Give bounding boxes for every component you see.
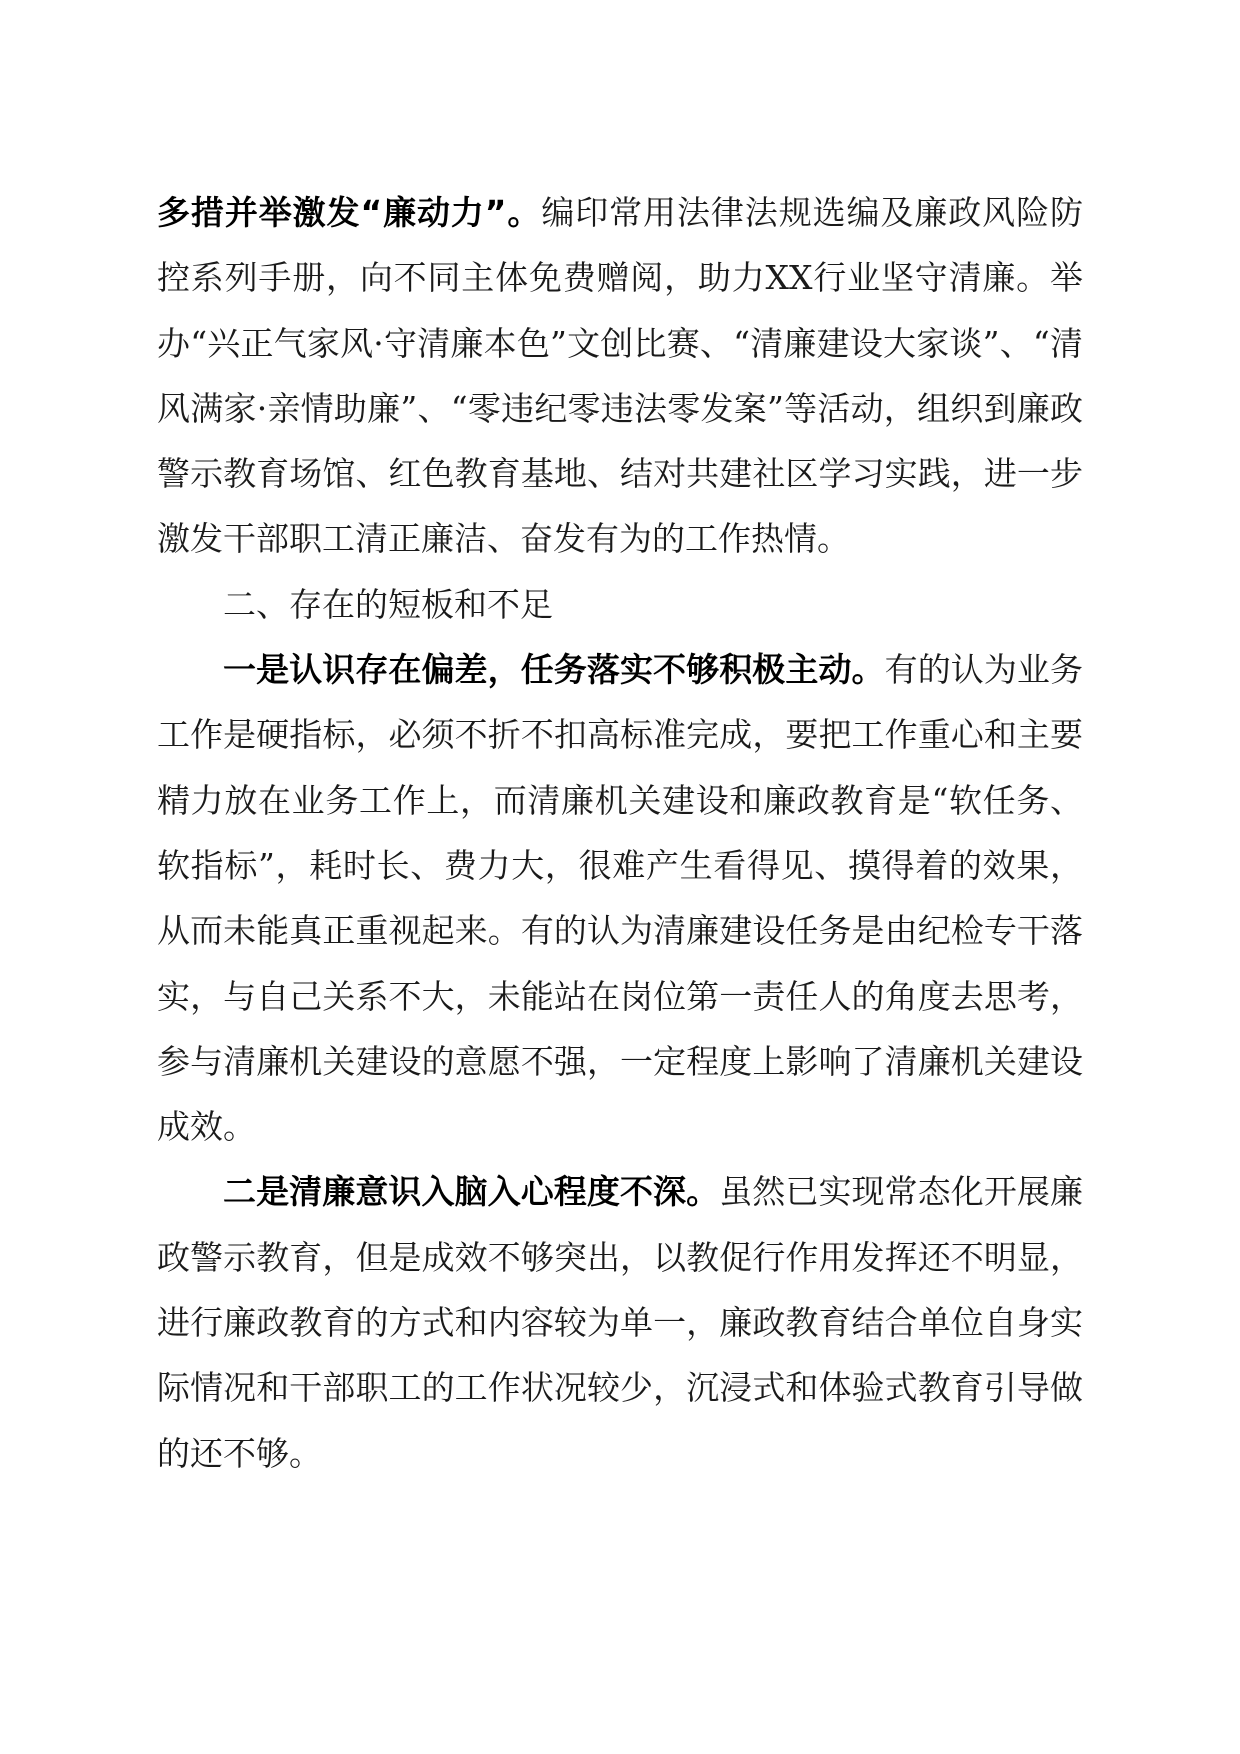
paragraph-text: 编印常用法律法规选编及廉政风险防控系列手册，向不同主体免费赠阅，助力XX行业坚守清廉。举办“兴正气家风·守清廉本色”文创比赛、“清廉建设大家谈”、“清风满家·亲情助廉”、“零违纪零违法零发案”等活动，组织到廉政警示教育场馆、红色教育基地、结对共建社区学习实践，进一步激发干部职工清正廉洁、奋发有为的工作热情。: [157, 193, 1084, 559]
paragraph-text: 有的认为业务工作是硬指标，必须不折不扣高标准完成，要把工作重心和主要精力放在业务工作上，而清廉机关建设和廉政教育是“软任务、软指标”，耗时长、费力大，很难产生看得见、摸得着的效果，从而未能真正重视起来。有的认为清廉建设任务是由纪检专干落实，与自己关系不大，未能站在岗位第一责任人的角度去思考，参与清廉机关建设的意愿不强，一定程度上影响了清廉机关建设成效。: [157, 650, 1084, 1147]
paragraph-issue-1: [157, 637, 1083, 1159]
paragraph-lead: 一是认识存在偏差，任务落实不够积极主动。: [223, 650, 885, 690]
paragraph-lead: 二是清廉意识入脑入心程度不深。: [223, 1172, 720, 1212]
paragraph-text: 虽然已实现常态化开展廉政警示教育，但是成效不够突出，以教促行作用发挥还不明显，进行廉政教育的方式和内容较为单一，廉政教育结合单位自身实际情况和干部职工的工作状况较少，沉浸式和体验式教育引导做的还不够。: [157, 1172, 1084, 1473]
paragraph-lead: 多措并举激发“廉动力”。: [157, 193, 542, 232]
paragraph-intro: [157, 180, 1083, 572]
section-heading: 二、存在的短板和不足: [223, 584, 553, 624]
document-body: [157, 180, 1083, 1486]
paragraph-issue-2: [157, 1159, 1083, 1485]
